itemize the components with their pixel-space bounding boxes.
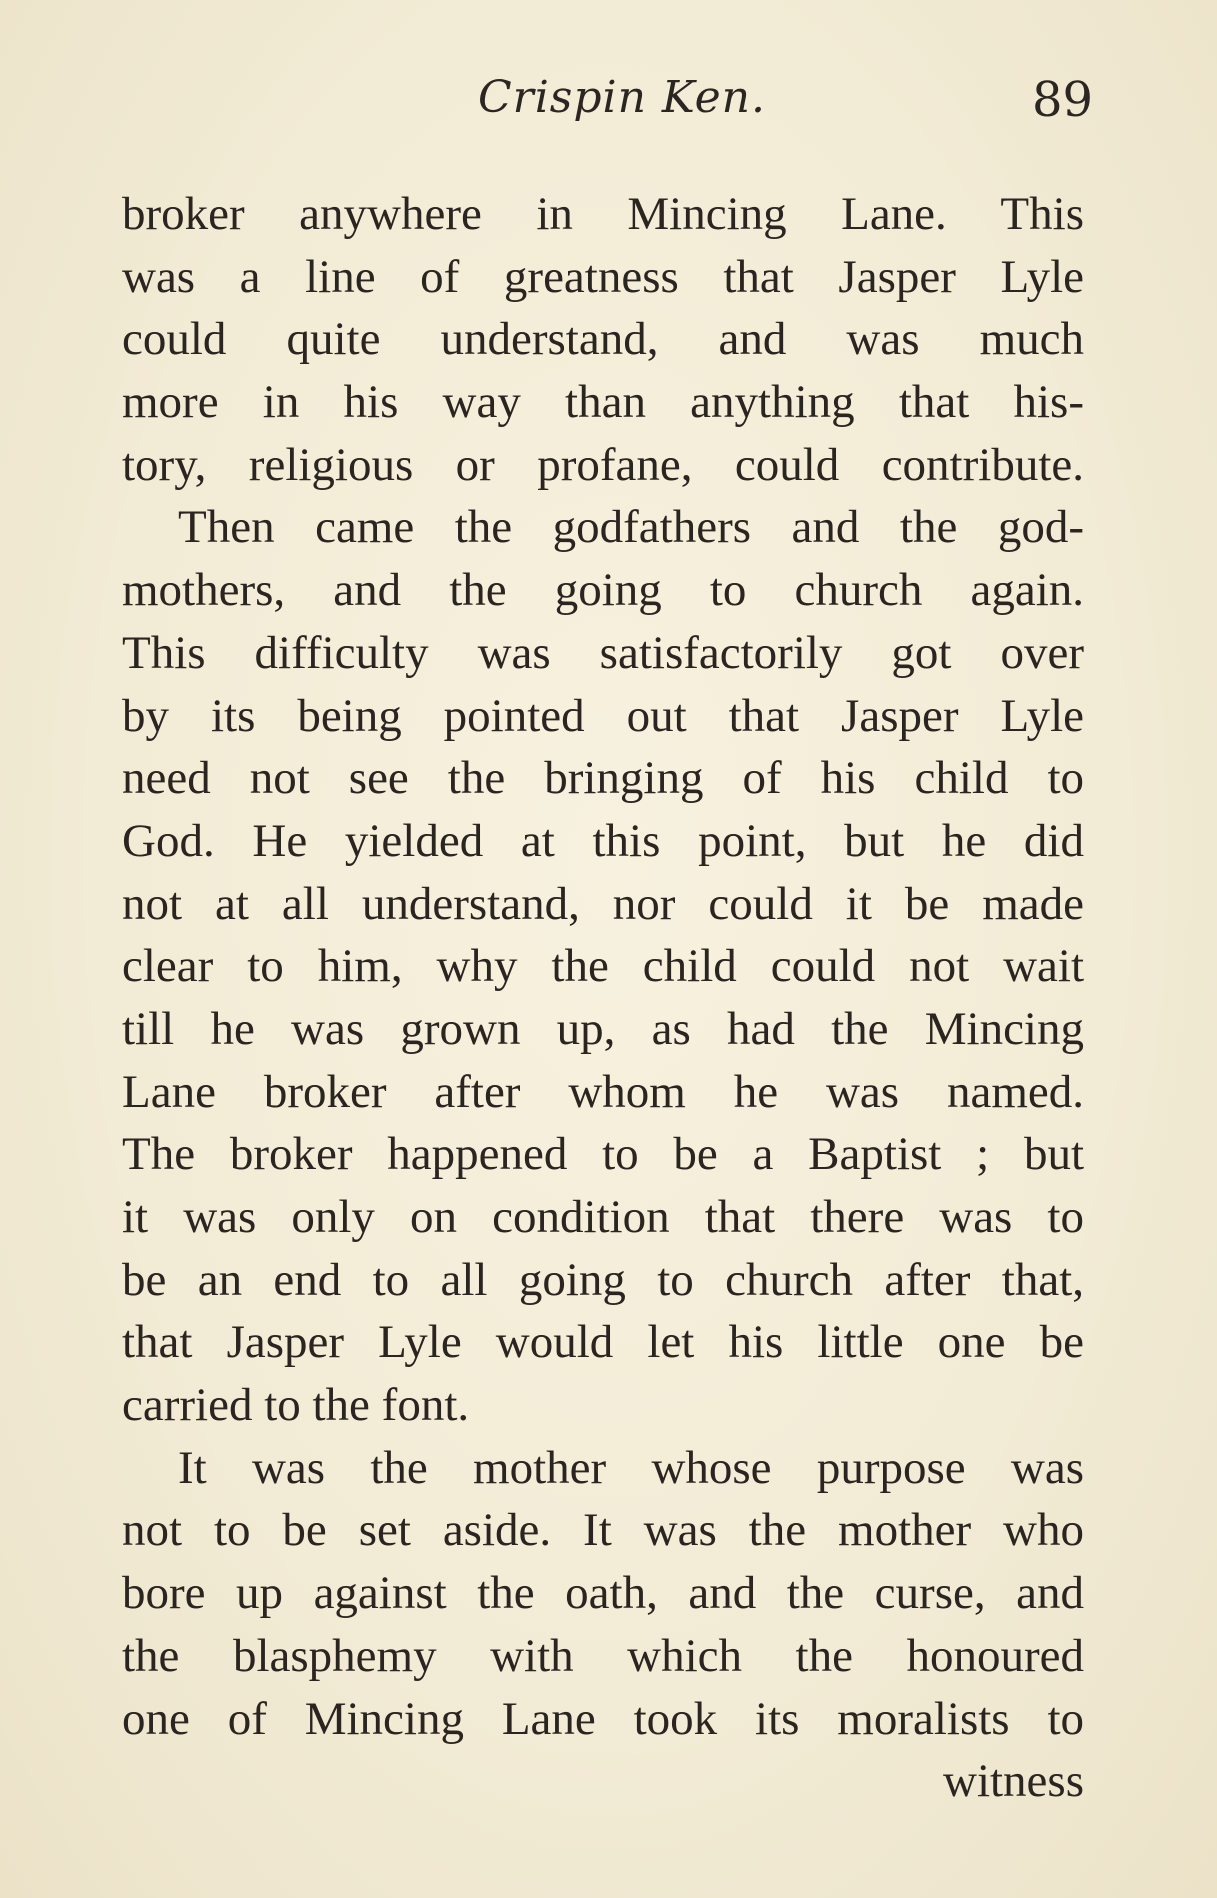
text-line: The broker happened to be a Baptist ; but — [122, 1128, 1084, 1181]
text-line: not to be set aside. It was the mother who — [122, 1504, 1084, 1557]
text-line: need not see the bringing of his child to — [122, 752, 1084, 805]
text-line: that Jasper Lyle would let his little one be — [122, 1316, 1084, 1369]
text-line: by its being pointed out that Jasper Lyle — [122, 689, 1084, 742]
text-line: was a line of greatness that Jasper Lyle — [122, 250, 1084, 303]
text-line: Lane broker after whom he was named. — [122, 1065, 1084, 1118]
text-line: not at all understand, nor could it be made — [122, 877, 1084, 930]
text-line: one of Mincing Lane took its moralists to — [122, 1692, 1084, 1745]
text-line: the blasphemy with which the honoured — [122, 1629, 1084, 1682]
text-line: clear to him, why the child could not wait — [122, 940, 1084, 993]
text-line: mothers, and the going to church again. — [122, 564, 1084, 617]
text-line: Then came the godfathers and the god- — [178, 501, 1084, 554]
page-header — [0, 72, 1217, 132]
text-line: more in his way than anything that his- — [122, 376, 1084, 429]
text-line: This difficulty was satisfactorily got over — [122, 626, 1084, 679]
running-title: Crispin Ken. — [478, 72, 766, 123]
text-line: broker anywhere in Mincing Lane. This — [122, 188, 1084, 240]
text-line: till he was grown up, as had the Mincing — [122, 1002, 1084, 1055]
text-line: carried to the font. — [122, 1379, 470, 1432]
page-number: 89 — [1032, 72, 1094, 128]
text-line: bore up against the oath, and the curse, and — [122, 1567, 1084, 1620]
text-line: tory, religious or profane, could contribute. — [122, 438, 1084, 491]
body-text — [122, 183, 1084, 1813]
text-line: God. He yielded at this point, but he did — [122, 814, 1084, 867]
text-line: could quite understand, and was much — [122, 313, 1084, 366]
text-line: it was only on condition that there was to — [122, 1191, 1084, 1243]
text-line: be an end to all going to church after that, — [122, 1253, 1084, 1306]
catchword: witness — [943, 1755, 1084, 1808]
text-line: It was the mother whose purpose was — [178, 1441, 1084, 1494]
